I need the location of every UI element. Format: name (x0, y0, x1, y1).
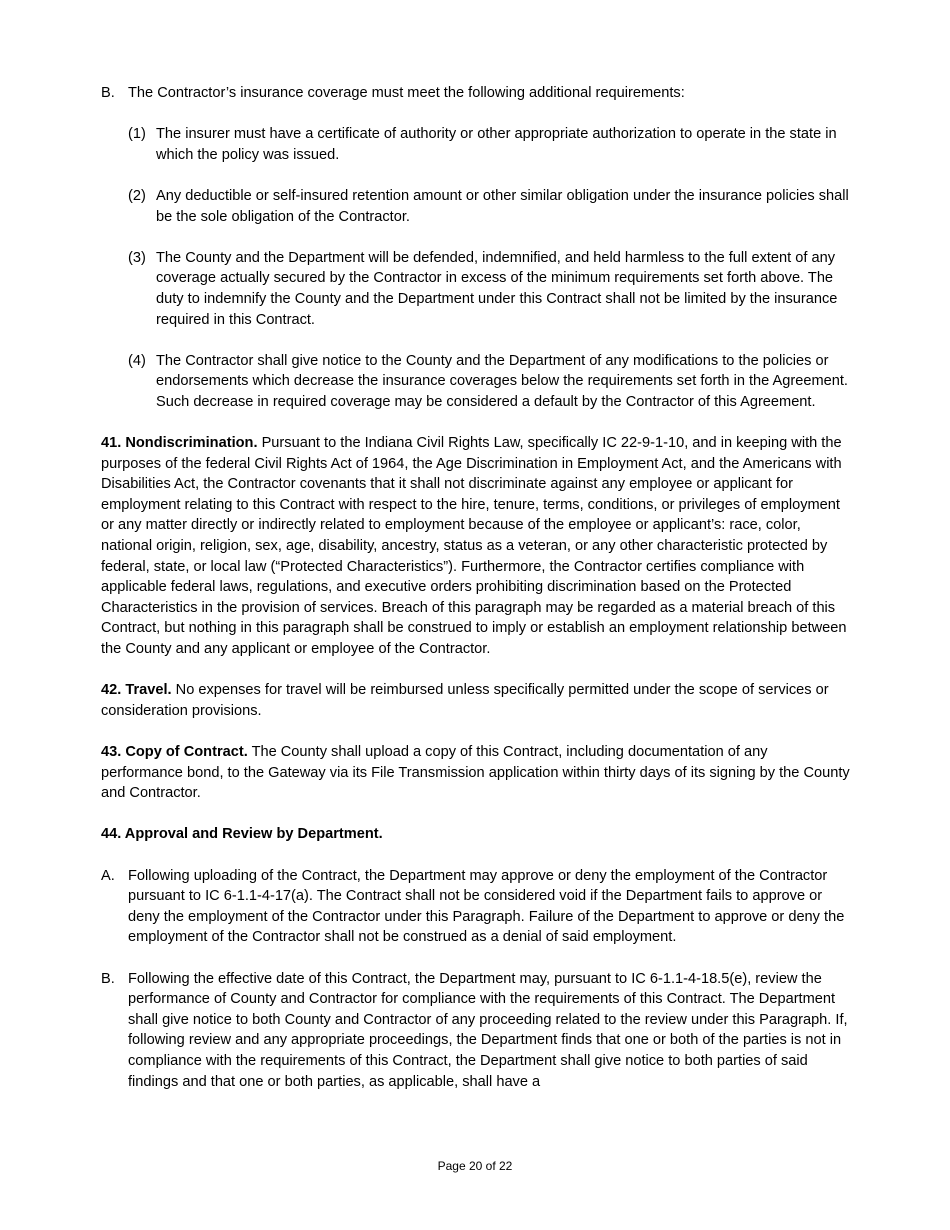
document-page (101, 83, 853, 1092)
list-item (101, 866, 853, 948)
list-item-label: (2) (128, 187, 146, 204)
section-42-text: No expenses for travel will be reimbursed unless specifically permitted under the scope of services or consideration provisions. (101, 682, 829, 719)
list-item-text: Any deductible or self-insured retention amount or other similar obligation under the insurance policies shall be the sole obligation of the Contractor. (156, 187, 849, 225)
section-43-text: The County shall upload a copy of this Contract, including documentation of any performance bond, to the Gateway via its File Transmission application within thirty days of its signing by the County and Contractor. (101, 744, 850, 802)
section-41-heading: 41. Nondiscrimination. (101, 435, 258, 452)
list-item-text: The insurer must have a certificate of authority or other appropriate authorization to operate in the state in which the policy was issued. (156, 126, 837, 163)
list-item-text: Following uploading of the Contract, the Department may approve or deny the employment of the Contractor pursuant to IC 6-1.1-4-17(a). The Contract shall not be considered void if the Department fails to approve or deny the employment of the Contractor under this Paragraph. Failure of the Department to approve or deny the employment of the Contractor shall not be construed as a denial of said employment. (128, 867, 845, 946)
list-item-label: (3) (128, 249, 146, 266)
list-item (101, 351, 853, 413)
section-43 (101, 742, 853, 804)
list-item-label: (4) (128, 352, 146, 369)
list-item-text: The Contractor shall give notice to the County and the Department of any modifications to the policies or endorsements which decrease the insurance coverages below the requirements set forth in the Agreement. Such decrease in required coverage may be considered a default by the Contractor of this Agreement. (156, 352, 848, 410)
section-b (101, 83, 853, 104)
section-41 (101, 433, 853, 660)
list-item-label: B. (101, 970, 115, 987)
section-44-heading: 44. Approval and Review by Department. (101, 826, 383, 843)
section-42 (101, 680, 853, 721)
list-item-text: The County and the Department will be defended, indemnified, and held harmless to the full extent of any coverage actually secured by the Contractor in excess of the minimum requirements set forth above. The duty to indemnify the County and the Department under this Contract shall not be limited by the insurance required in this Contract. (156, 249, 838, 328)
section-41-text: Pursuant to the Indiana Civil Rights Law, specifically IC 22-9-1-10, and in keeping with the purposes of the federal Civil Rights Act of 1964, the Age Discrimination in Employment Act, and the Americans with Disabilities Act, the Contractor covenants that it shall not discriminate against any employee or applicant for employment relating to this Contract with respect to the hire, tenure, terms, conditions, or privileges of employment or any matter directly or indirectly related to employment because of the employee or applicant’s: race, color, national origin, religion, sex, age, disability, ancestry, status as a veteran, or any other characteristic protected by federal, state, or local law (“Protected Characteristics”). Furthermore, the Contractor certifies compliance with applicable federal laws, regulations, and executive orders prohibiting discrimination based on the Protected Characteristics in the provision of services. Breach of this paragraph may be regarded as a material breach of this Contract, but nothing in this paragraph shall be construed to imply or establish an employment relationship between the County and any applicant or employee of the Contractor. (101, 435, 847, 658)
section-43-heading: 43. Copy of Contract. (101, 744, 248, 760)
list-item (101, 124, 853, 165)
list-item (101, 969, 853, 1093)
list-item (101, 248, 853, 330)
list-item-text: Following the effective date of this Contract, the Department may, pursuant to IC 6-1.1-4-18.5(e), review the performance of County and Contractor for compliance with the requirements of this Contract. The Department shall give notice to both County and Contractor of any proceeding related to the review under this Paragraph. If, following review and any appropriate proceedings, the Department finds that one or both of the parties is not in compliance with the requirements of this Contract, the Department shall give notice to both parties of said findings and that one or both parties, as applicable, shall have a (128, 970, 848, 1090)
section-b-text: The Contractor’s insurance coverage must meet the following additional requirements: (128, 85, 685, 101)
list-item-label: A. (101, 867, 115, 884)
section-44 (101, 824, 853, 845)
section-42-heading: 42. Travel. (101, 682, 172, 699)
list-item-label: (1) (128, 126, 146, 143)
section-b-label: B. (101, 85, 115, 101)
list-item (101, 186, 853, 227)
page-number: Page 20 of 22 (437, 1159, 513, 1173)
